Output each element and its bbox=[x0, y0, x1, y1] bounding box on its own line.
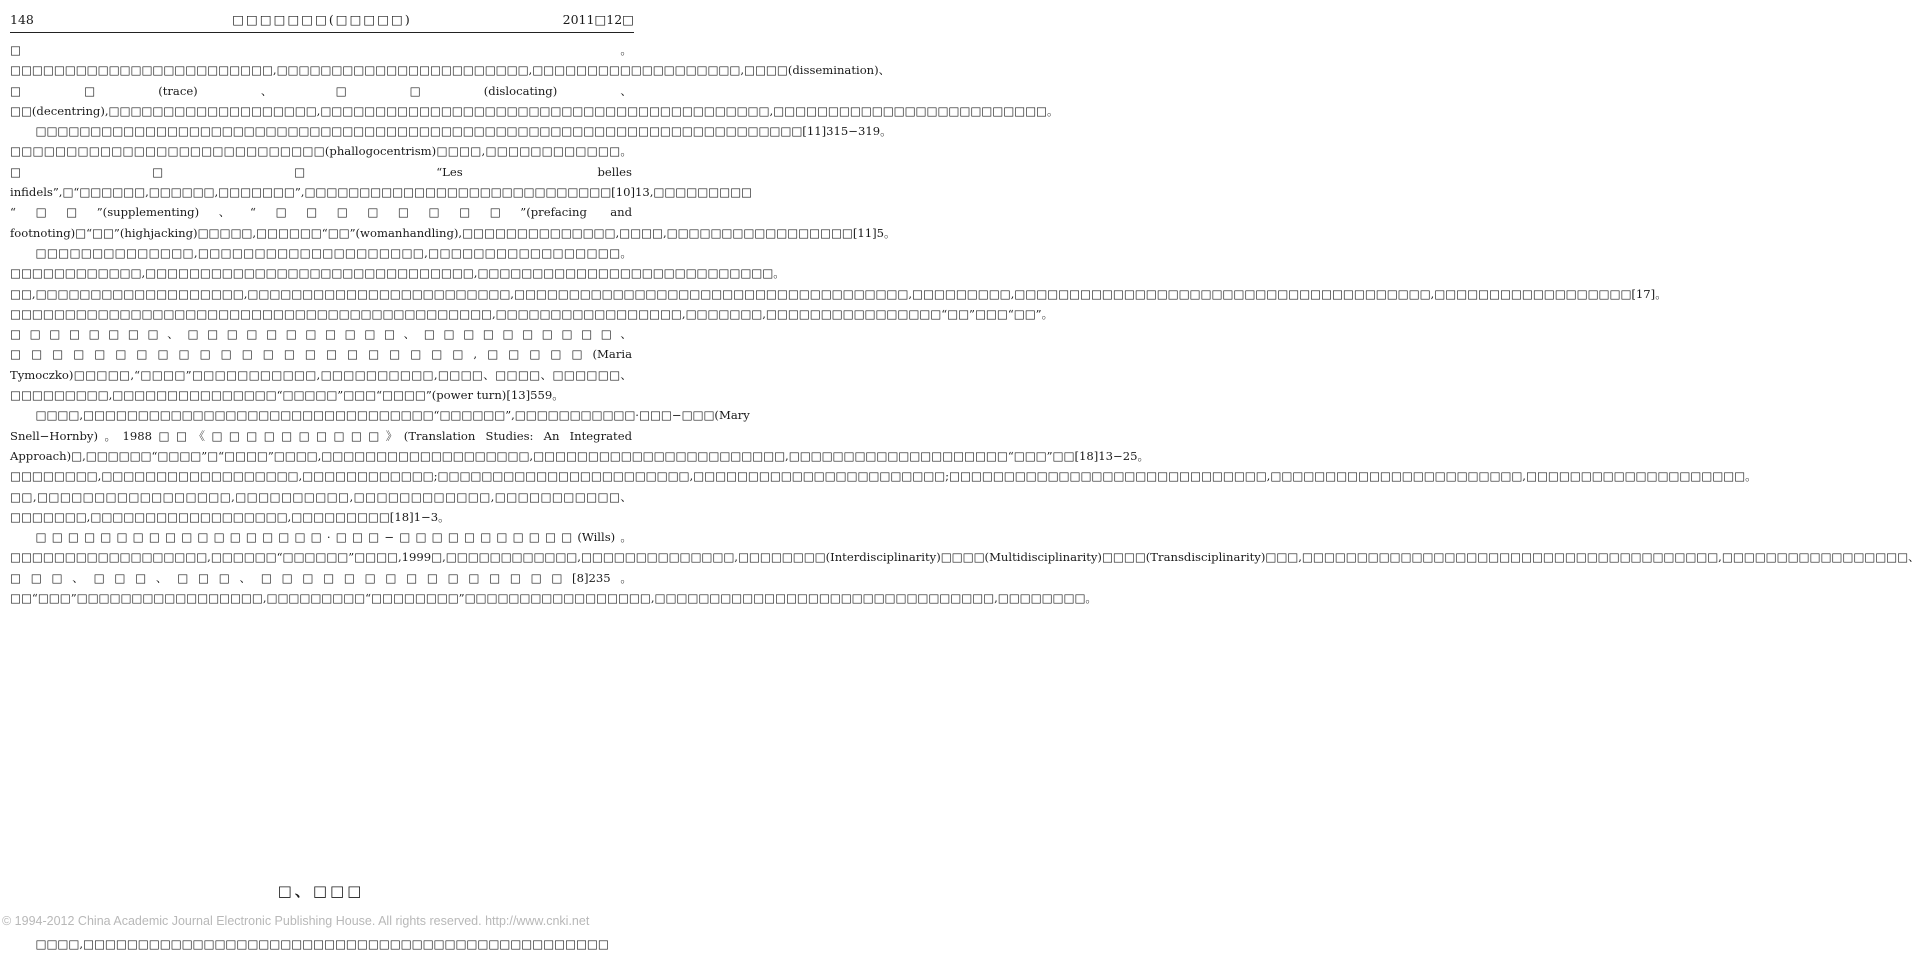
paragraph: □。□□□□□□□□□□□□□□□□□□□□□□□□,□□□□□□□□□□□□□□□□□□□□□□□,□□□□□□□□□□□□□□□□□□□,□□□□(dissemination)、□□(trace)、□□(dislocating)、□□(decentring),□□□□□□□□□□□□□□□□□□□,□□□□□□□□□□□□□□□□□□□□□□□□□□□□□□□□□□□□□□□□□,□□□□□□□□□□□□□□□□□□□□□□□□□。 bbox=[10, 43, 1059, 118]
section-heading: □、□□□ bbox=[277, 882, 365, 900]
copyright-footer: © 1994-2012 China Academic Journal Electronic Publishing House. All rights reserved. http://www.cnki.net bbox=[2, 914, 590, 928]
paragraph-continuation: □□□□,□□□□□□□□□□□□□□□□□□□□□□□□□□□□□□□□□□□□□□□□□□□□□□□□ bbox=[35, 937, 609, 951]
page-number: 148 bbox=[10, 12, 34, 27]
paragraph: □□□□□□□□□□□□□□□□□□·□□□−□□□□□□□□□□□(Wills)。□□□□□□□□□□□□□□□□□□,□□□□□□“□□□□□□”□□□□,1999□,□□□□□□□□□□□□,□□□□□□□□□□□□□□,□□□□□□□□(Interdisciplinarity)□□□□(Multidisciplinarity)□□□□(Transdisciplinarity)□□□,□□□□□□□□□□□□□□□□□□□□□□□□□□□□□□□□□□□□□□,□□□□□□□□□□□□□□□□□、□□□、□□□、□□□、□□□□□□□□□□□□□□□[8]235。□□“□□□”□□□□□□□□□□□□□□□□□,□□□□□□□□□“□□□□□□□□”□□□□□□□□□□□□□□□□□,□□□□□□□□□□□□□□□□□□□□□□□□□□□□□□□,□□□□□□□□。 bbox=[10, 530, 1920, 606]
article-body bbox=[10, 40, 1920, 608]
paragraph: □□□□,□□□□□□□□□□□□□□□□□□□□□□□□□□□□□□□□“□□□□□□”,□□□□□□□□□□□·□□□−□□□(Mary Snell−Hornby)。1988□□《□□□□□□□□□□》(Translation Studies: An Integrated Approach)□,□□□□□□“□□□□”□“□□□□”□□□□,□□□□□□□□□□□□□□□□□□□,□□□□□□□□□□□□□□□□□□□□□□□,□□□□□□□□□□□□□□□□□□□□“□□□”□□[18]13−25。□□□□□□□□,□□□□□□□□□□□□□□□□□□,□□□□□□□□□□□□;□□□□□□□□□□□□□□□□□□□□□□□,□□□□□□□□□□□□□□□□□□□□□□□;□□□□□□□□□□□□□□□□□□□□□□□□□□□□□,□□□□□□□□□□□□□□□□□□□□□□□,□□□□□□□□□□□□□□□□□□□□。□□,□□□□□□□□□□□□□□□□□,□□□□□□□□□□,□□□□□□□□□□□□,□□□□□□□□□□□、□□□□□□□,□□□□□□□□□□□□□□□□□□,□□□□□□□□□[18]1−3。 bbox=[10, 408, 1757, 524]
journal-title: □□□□□□□(□□□□□) bbox=[232, 12, 412, 27]
paragraph: □□□□□□□□□□□□□□□□□□□□□□□□□□□□□□□□□□□□□□□□□□□□□□□□□□□□□□□□□□□□□□□□□□□□□□[11]315−319。□□□□□□□□□□□□□□□□□□□□□□□□□□□□(phallogocentrism)□□□□,□□□□□□□□□□□□。□□□“Les belles infidels”,□“□□□□□□,□□□□□□,□□□□□□□”,□□□□□□□□□□□□□□□□□□□□□□□□□□□□[10]13,□□□□□□□□□ “□□”(supplementing)、“□□□□□□□□”(prefacing and footnoting)□“□□”(highjacking)□□□□□,□□□□□□“□□”(womanhandling),□□□□□□□□□□□□□□,□□□□,□□□□□□□□□□□□□□□□□[11]5。 bbox=[10, 124, 896, 240]
issue-date: 2011□12□ bbox=[562, 12, 634, 27]
paragraph: □□□□□□□□□□□□□□,□□□□□□□□□□□□□□□□□□□□,□□□□□□□□□□□□□□□□□。□□□□□□□□□□□□,□□□□□□□□□□□□□□□□□□□□□□□□□□□□□□,□□□□□□□□□□□□□□□□□□□□□□□□□□□。□□,□□□□□□□□□□□□□□□□□□□,□□□□□□□□□□□□□□□□□□□□□□□□,□□□□□□□□□□□□□□□□□□□□□□□□□□□□□□□□□□□□,□□□□□□□□□,□□□□□□□□□□□□□□□□□□□□□□□□□□□□□□□□□□□□□□,□□□□□□□□□□□□□□□□□□[17]。□□□□□□□□□□□□□□□□□□□□□□□□□□□□□□□□□□□□□□□□□□□□,□□□□□□□□□□□□□□□□□,□□□□□□□,□□□□□□□□□□□□□□□□“□□”□□□“□□”。□□□□□□□□、□□□□□□□□□□□、□□□□□□□□□□、□□□□□□□□□□□□□□□□□□□□□□,□□□□□(Maria Tymoczko)□□□□□,“□□□□”□□□□□□□□□□□,□□□□□□□□□□,□□□□、□□□□、□□□□□□、□□□□□□□□□,□□□□□□□□□□□□□□□“□□□□□”□□□“□□□□”(power turn)[13]559。 bbox=[10, 245, 1667, 403]
page-header bbox=[10, 10, 634, 33]
